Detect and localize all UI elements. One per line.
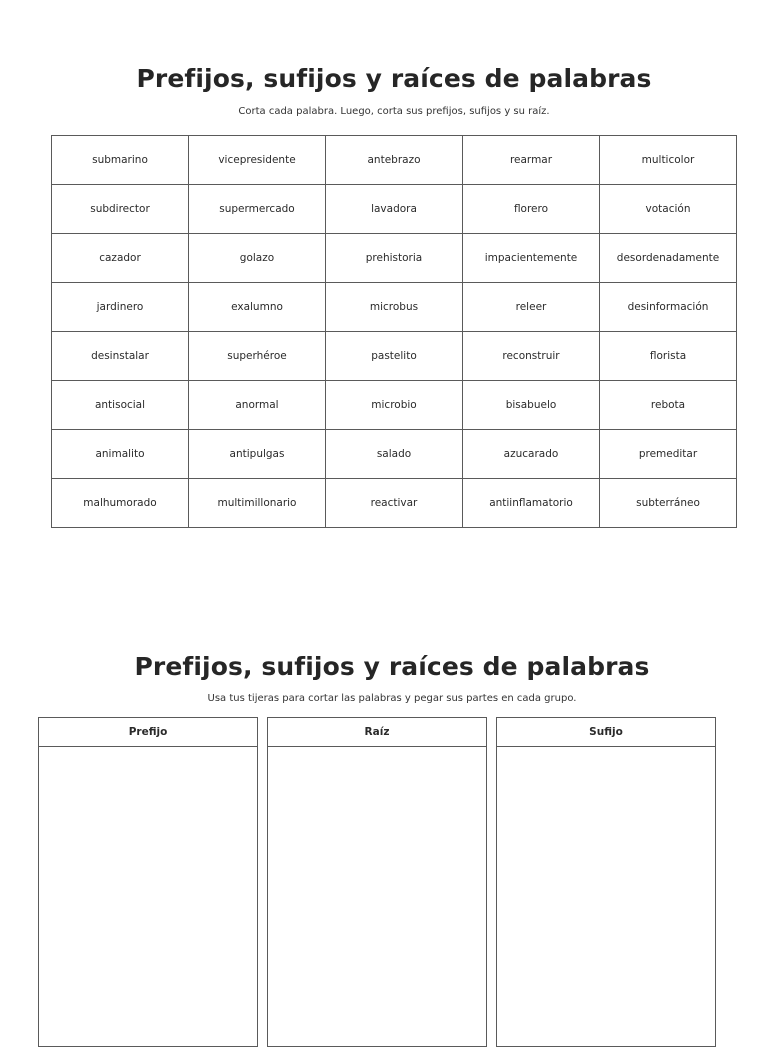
word-cell: golazo [189, 234, 326, 283]
word-table [51, 135, 737, 528]
word-cell: exalumno [189, 283, 326, 332]
word-cell: subterráneo [600, 479, 737, 528]
table-row [52, 185, 737, 234]
instructions-text: Corta cada palabra. Luego, corta sus prefijos, sufijos y su raíz. [238, 106, 550, 117]
instructions-text: Usa tus tijeras para cortar las palabras y pegar sus partes en cada grupo. [207, 693, 577, 704]
table-row [52, 332, 737, 381]
sufijo-column [496, 717, 716, 1047]
word-cell: florista [600, 332, 737, 381]
word-cell: prehistoria [326, 234, 463, 283]
word-cell: reactivar [326, 479, 463, 528]
word-cell: subdirector [52, 185, 189, 234]
word-cell: anormal [189, 381, 326, 430]
table-row [52, 136, 737, 185]
word-cell: salado [326, 430, 463, 479]
table-row [52, 430, 737, 479]
word-cell: microbio [326, 381, 463, 430]
word-cell: releer [463, 283, 600, 332]
word-cell: malhumorado [52, 479, 189, 528]
word-cell: rearmar [463, 136, 600, 185]
word-cell: animalito [52, 430, 189, 479]
word-cell: antebrazo [326, 136, 463, 185]
word-cell: superhéroe [189, 332, 326, 381]
section-title: Prefijos, sufijos y raíces de palabras [134, 652, 650, 681]
word-cell: premeditar [600, 430, 737, 479]
word-cell: multimillonario [189, 479, 326, 528]
word-cell: reconstruir [463, 332, 600, 381]
word-cell: votación [600, 185, 737, 234]
column-header: Raíz [268, 718, 486, 747]
word-cell: rebota [600, 381, 737, 430]
word-cell: antipulgas [189, 430, 326, 479]
raiz-column [267, 717, 487, 1047]
word-cell: azucarado [463, 430, 600, 479]
table-row [52, 234, 737, 283]
word-cell: pastelito [326, 332, 463, 381]
prefijo-column [38, 717, 258, 1047]
table-row [52, 283, 737, 332]
word-cell: desinformación [600, 283, 737, 332]
word-cell: supermercado [189, 185, 326, 234]
word-cell: antiinflamatorio [463, 479, 600, 528]
column-header: Prefijo [39, 718, 257, 747]
table-row [52, 479, 737, 528]
word-cell: microbus [326, 283, 463, 332]
word-cell: bisabuelo [463, 381, 600, 430]
word-cell: antisocial [52, 381, 189, 430]
page-title: Prefijos, sufijos y raíces de palabras [136, 64, 652, 93]
word-cell: cazador [52, 234, 189, 283]
word-cell: submarino [52, 136, 189, 185]
table-row [52, 381, 737, 430]
word-cell: desinstalar [52, 332, 189, 381]
word-cell: multicolor [600, 136, 737, 185]
word-cell: florero [463, 185, 600, 234]
word-cell: lavadora [326, 185, 463, 234]
word-cell: jardinero [52, 283, 189, 332]
word-cell: impacientemente [463, 234, 600, 283]
word-cell: vicepresidente [189, 136, 326, 185]
word-cell: desordenadamente [600, 234, 737, 283]
column-header: Sufijo [497, 718, 715, 747]
